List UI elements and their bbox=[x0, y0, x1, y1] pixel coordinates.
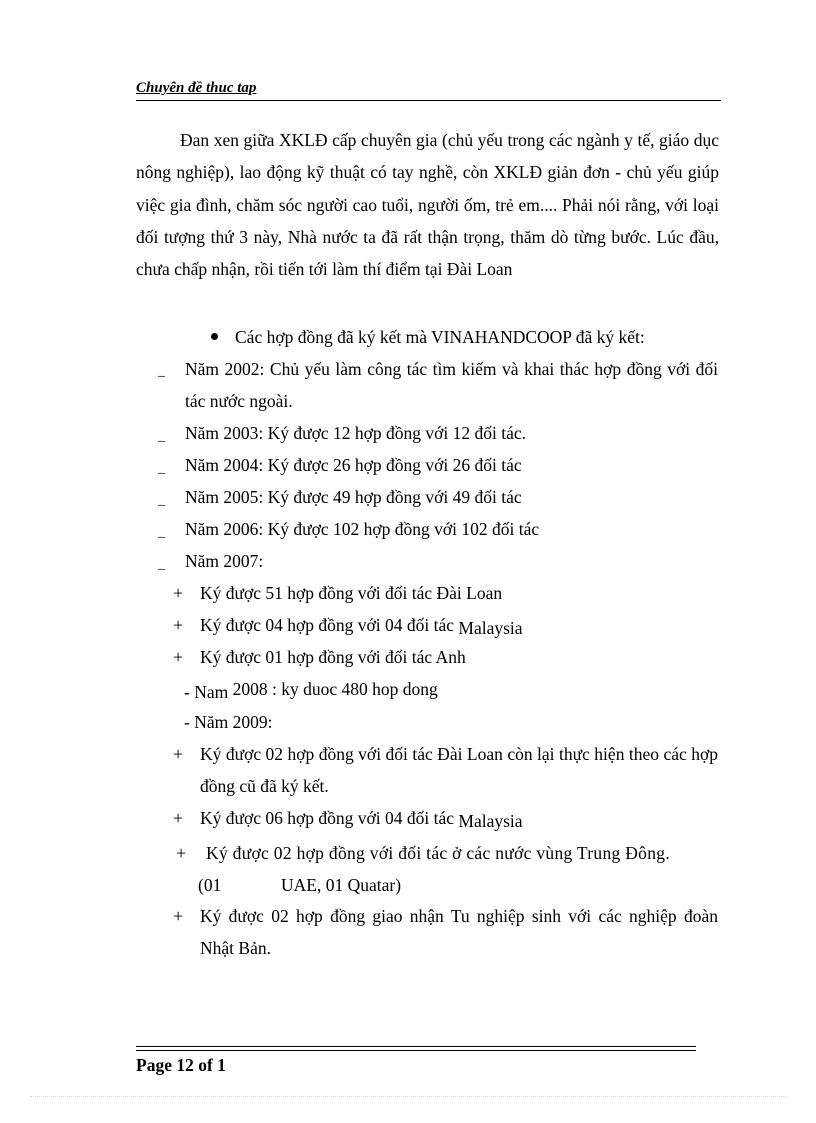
year-2009-sub-c-line1: Ký được 02 hợp đồng với đối tác ở các nước vùng Trung Đông. bbox=[206, 843, 671, 863]
dash-marker: _ bbox=[158, 429, 165, 444]
bullet-dot-icon bbox=[211, 333, 218, 340]
plus-marker: + bbox=[173, 744, 184, 764]
year-2003-item: Năm 2003: Ký được 12 hợp đồng với 12 đối tác. bbox=[185, 423, 527, 443]
dash-marker: _ bbox=[158, 525, 165, 540]
year-2009-item: - Năm 2009: bbox=[184, 712, 273, 732]
dash-marker: _ bbox=[158, 461, 165, 476]
page-number: Page 12 of 1 bbox=[136, 1055, 226, 1075]
header-title: Chuyên đề thuc tap bbox=[136, 80, 257, 96]
year-2009-sub-c-line2b: UAE, 01 Quatar) bbox=[281, 875, 402, 895]
intro-paragraph: Đan xen giữa XKLĐ cấp chuyên gia (chủ yếu trong các ngành y tế, giáo dục nông nghiệp), lao động kỹ thuật có tay nghề, còn XKLĐ giản đơn - chủ yếu giúp việc gia đình, chăm sóc người cao tuổi, người ốm, trẻ em.... Phải nói rằng, với loại đối tượng thứ 3 này, Nhà nước ta đã rất thận trọng, thăm dò từng bước. Lúc đầu, chưa chấp nhận, rồi tiến tới làm thí điểm tại Đài Loan bbox=[136, 130, 719, 280]
dash-marker: _ bbox=[158, 557, 165, 572]
plus-marker: + bbox=[173, 615, 184, 635]
year-2007-sub-b-country: Malaysia bbox=[458, 618, 523, 638]
plus-marker: + bbox=[173, 906, 184, 926]
plus-marker: + bbox=[173, 647, 184, 667]
year-2009-sub-b bbox=[200, 807, 523, 829]
dash-marker: _ bbox=[158, 493, 165, 508]
year-2002-item bbox=[185, 353, 718, 417]
year-2008-prefix: - Nam bbox=[184, 682, 229, 702]
year-2009-sub-b-country: Malaysia bbox=[458, 811, 523, 831]
footer-rule bbox=[136, 1046, 696, 1051]
plus-marker: + bbox=[176, 843, 187, 863]
year-2006-item: Năm 2006: Ký được 102 hợp đồng với 102 đối tác bbox=[185, 519, 540, 539]
year-2008-text: 2008 : ky duoc 480 hop dong bbox=[232, 679, 438, 699]
year-2007-item: Năm 2007: bbox=[185, 551, 264, 571]
year-2007-sub-a: Ký được 51 hợp đồng với đối tác Đài Loan bbox=[200, 583, 503, 603]
page-header bbox=[136, 80, 721, 101]
year-2005-item: Năm 2005: Ký được 49 hợp đồng với 49 đối tác bbox=[185, 487, 522, 507]
year-2007-sub-c: Ký được 01 hợp đồng với đối tác Anh bbox=[200, 647, 466, 667]
year-2007-sub-b bbox=[200, 614, 523, 636]
year-2009-sub-a: Ký được 02 hợp đồng với đối tác Đài Loan còn lại thực hiện theo các hợp đồng cũ đã ký kết. bbox=[200, 744, 718, 796]
year-2004-item: Năm 2004: Ký được 26 hợp đồng với 26 đối tác bbox=[185, 455, 522, 475]
year-2009-sub-d: Ký được 02 hợp đồng giao nhận Tu nghiệp sinh với các nghiệp đoàn Nhật Bản. bbox=[200, 906, 718, 958]
year-2002-text: Năm 2002: Chủ yếu làm công tác tìm kiếm và khai thác hợp đồng với đối tác nước ngoài. bbox=[185, 359, 718, 411]
year-2009-sub-b-text: Ký được 06 hợp đồng với 04 đối tác bbox=[200, 808, 455, 828]
plus-marker: + bbox=[173, 808, 184, 828]
year-2008-item bbox=[184, 678, 438, 700]
page-edge-divider bbox=[30, 1096, 786, 1097]
year-2007-sub-b-text: Ký được 04 hợp đồng với 04 đối tác bbox=[200, 615, 455, 635]
bullet-heading: Các hợp đồng đã ký kết mà VINAHANDCOOP đã ký kết: bbox=[235, 327, 645, 347]
plus-marker: + bbox=[173, 583, 184, 603]
year-2009-sub-c-line2a: (01 bbox=[198, 875, 222, 895]
dash-marker: _ bbox=[158, 364, 165, 379]
